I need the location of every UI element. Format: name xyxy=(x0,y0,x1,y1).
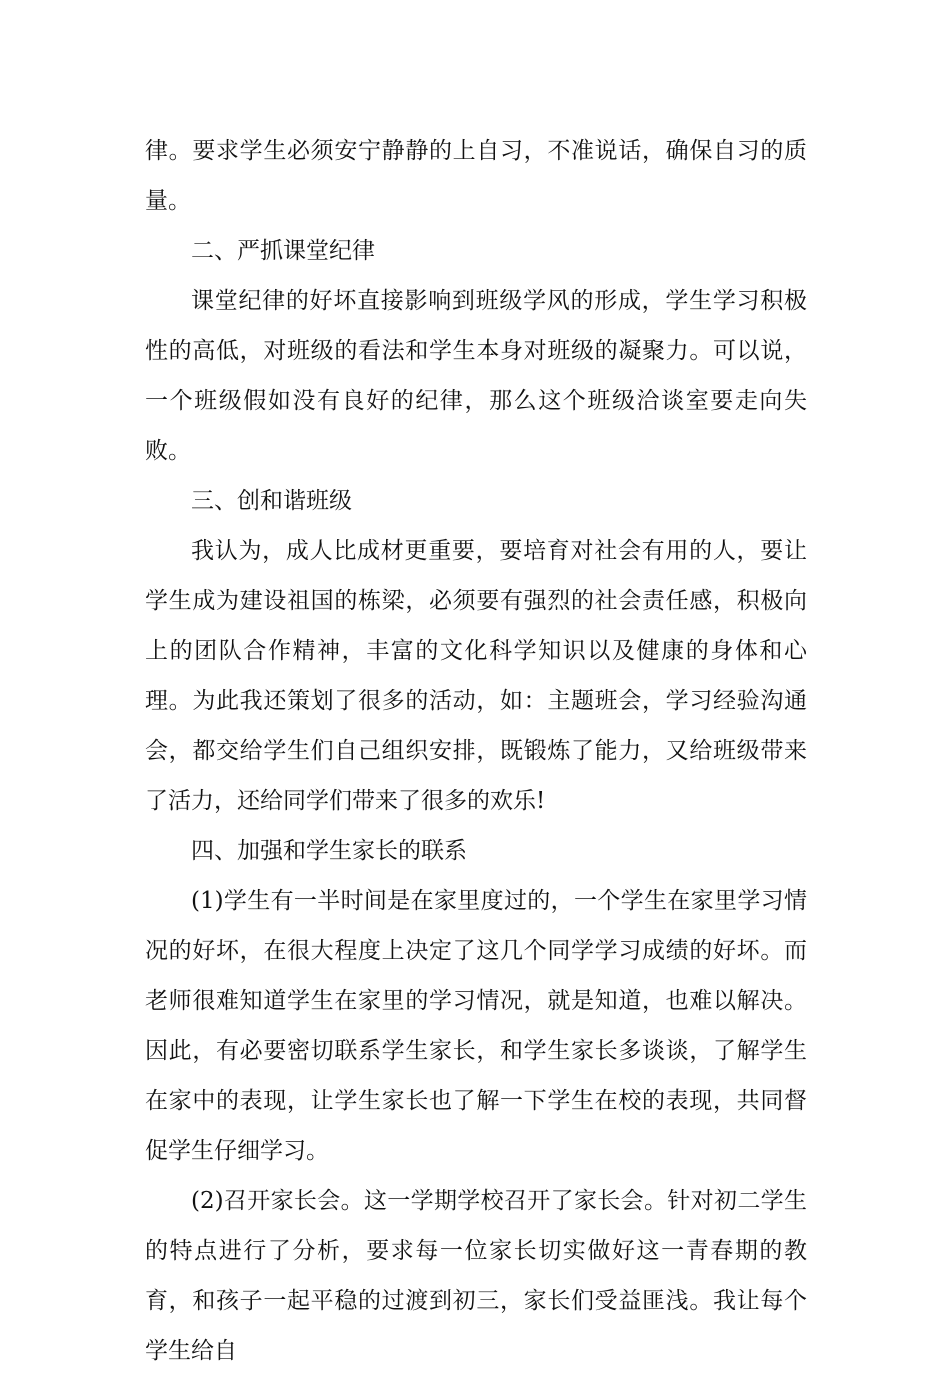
paragraph-parent-contact-1: (1)学生有一半时间是在家里度过的，一个学生在家里学习情况的好坏，在很大程度上决定了这几个同学学习成绩的好坏。而老师很难知道学生在家里的学习情况，就是知道，也难以解决。因此，有必要密切联系学生家长，和学生家长多谈谈，了解学生在家中的表现，让学生家长也了解一下学生在校的表现，共同督促学生仔细学习。 xyxy=(145,888,807,1164)
paragraph-harmonious-class: 我认为，成人比成材更重要，要培育对社会有用的人，要让学生成为建设祖国的栋梁，必须要有强烈的社会责任感，积极向上的团队合作精神，丰富的文化科学知识以及健康的身体和心理。为此我还策划了很多的活动，如：主题班会，学习经验沟通会，都交给学生们自己组织安排，既锻炼了能力，又给班级带来了活力，还给同学们带来了很多的欢乐! xyxy=(145,538,807,814)
paragraph-parent-meeting-2: (2)召开家长会。这一学期学校召开了家长会。针对初二学生的特点进行了分析，要求每一位家长切实做好这一青春期的教育，和孩子一起平稳的过渡到初三，家长们受益匪浅。我让每个学生给自 xyxy=(145,1188,807,1364)
paragraph-continuation: 律。要求学生必须安宁静静的上自习，不准说话，确保自习的质量。 xyxy=(145,138,807,214)
section-heading-3: 三、创和谐班级 xyxy=(191,488,352,514)
section-heading-2: 二、严抓课堂纪律 xyxy=(191,238,375,264)
paragraph-classroom-discipline: 课堂纪律的好坏直接影响到班级学风的形成，学生学习积极性的高低，对班级的看法和学生本身对班级的凝聚力。可以说，一个班级假如没有良好的纪律，那么这个班级洽谈室要走向失败。 xyxy=(145,288,807,464)
section-heading-4: 四、加强和学生家长的联系 xyxy=(191,838,467,864)
document-body xyxy=(145,126,807,1376)
